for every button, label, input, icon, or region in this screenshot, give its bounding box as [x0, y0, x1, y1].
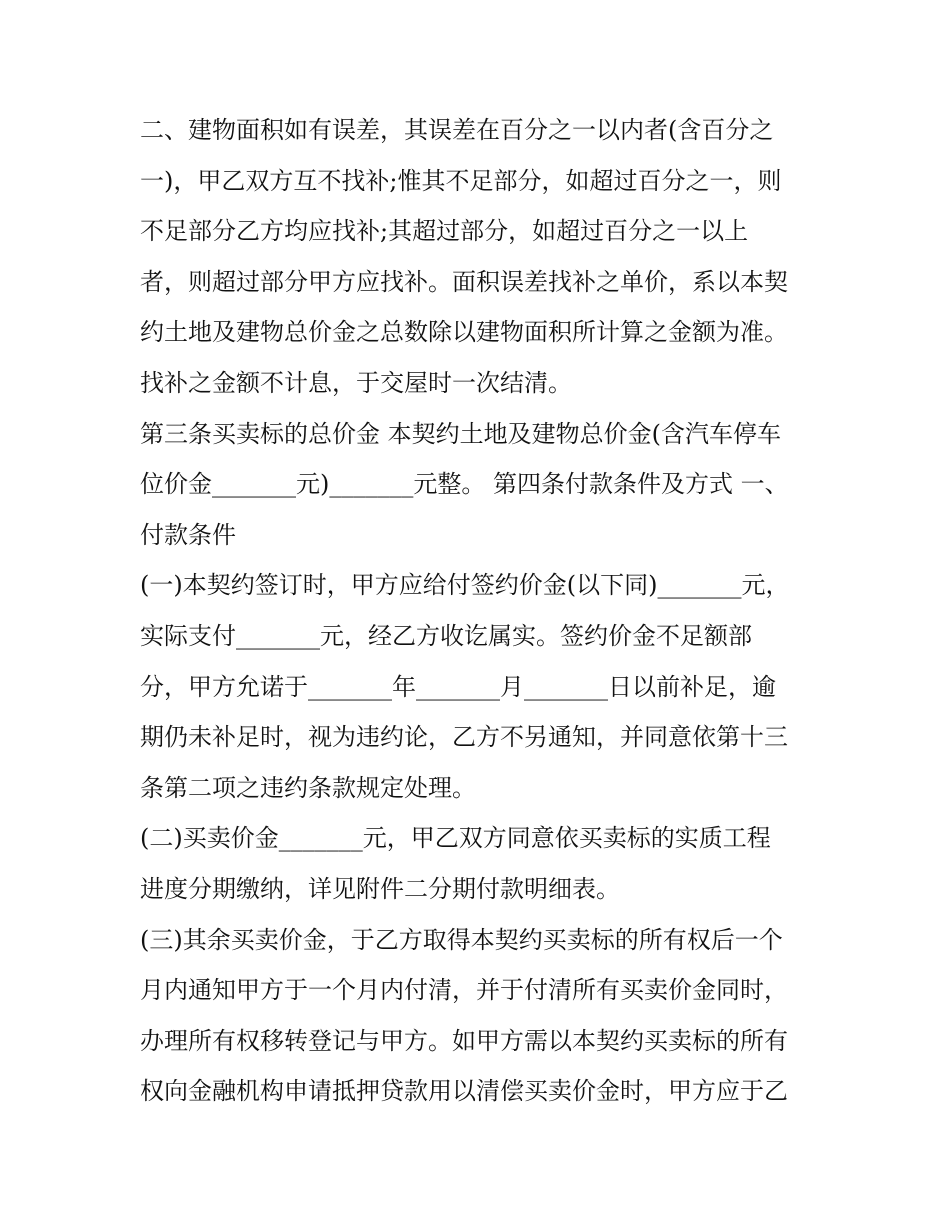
paragraph-clause-one	[140, 560, 830, 813]
text-line: 期仍未补足时，视为违约论，乙方不另通知，并同意依第十三	[140, 723, 788, 752]
text-line: 不足部分乙方均应找补;其超过部分，如超过百分之一以上	[140, 217, 749, 246]
text-line: 办理所有权移转登记与甲方。如甲方需以本契约买卖标的所有	[140, 1026, 788, 1055]
paragraph-clause-two	[140, 813, 830, 914]
text-line: 第三条买卖标的总价金 本契约土地及建物总价金(含汽车停车	[140, 419, 781, 448]
text-line: 一)，甲乙双方互不找补;惟其不足部分，如超过百分之一，则	[140, 166, 782, 195]
paragraph-clause-three	[140, 915, 830, 1117]
text-line: 付款条件	[140, 520, 236, 549]
text-line: 条第二项之违约条款规定处理。	[140, 773, 476, 802]
text-line: 约土地及建物总价金之总数除以建物面积所计算之金额为准。	[140, 318, 788, 347]
text-line: (二)买卖价金_______元，甲乙双方同意依买卖标的实质工程	[140, 824, 771, 853]
text-line: 分，甲方允诺于_______年_______月_______日以前补足，逾	[140, 672, 776, 701]
text-line: 二、建物面积如有误差，其误差在百分之一以内者(含百分之	[140, 116, 774, 144]
contract-text	[140, 105, 830, 1117]
text-line: (一)本契约签订时，甲方应给付签约价金(以下同)_______元，	[140, 571, 790, 600]
text-line: 进度分期缴纳，详见附件二分期付款明细表。	[140, 874, 620, 903]
text-line: 者，则超过部分甲方应找补。面积误差找补之单价，系以本契	[140, 267, 788, 296]
text-line: (三)其余买卖价金，于乙方取得本契约买卖标的所有权后一个	[140, 925, 783, 954]
text-line: 找补之金额不计息，于交屋时一次结清。	[140, 368, 572, 397]
text-line: 月内通知甲方于一个月内付清，并于付清所有买卖价金同时，	[140, 976, 788, 1005]
text-line: 权向金融机构申请抵押贷款用以清偿买卖价金时，甲方应于乙	[140, 1077, 788, 1106]
text-line: 位价金_______元)_______元整。 第四条付款条件及方式 一、	[140, 470, 789, 499]
text-line: 实际支付_______元，经乙方收讫属实。签约价金不足额部	[140, 621, 752, 650]
paragraph-area-error-clause	[140, 105, 830, 409]
paragraph-article-three-four	[140, 409, 830, 561]
